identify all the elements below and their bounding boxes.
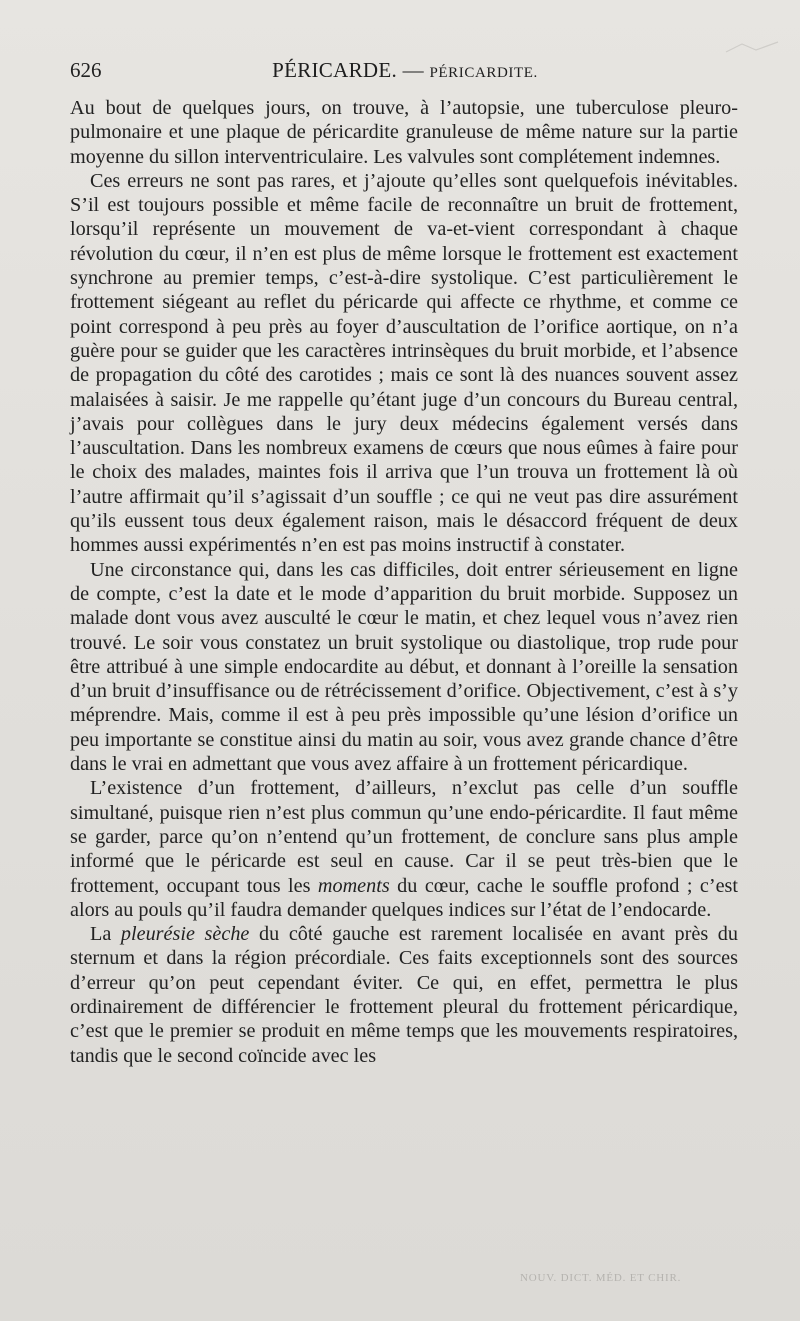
paragraph xyxy=(70,922,738,1068)
page-number: 626 xyxy=(70,58,102,82)
paragraph xyxy=(70,776,738,922)
paragraph xyxy=(70,96,738,169)
running-title-separator: — xyxy=(397,58,430,82)
running-title xyxy=(70,58,740,83)
text-segment: du côté gauche est rarement localisée en avant près du sternum et dans la région précordiale. Ces faits exceptionnels sont des sources d’erreur qu’on peut cependant éviter. Ce qui, en effet, permettra le plus ordinairement de différencier le frottement pleural du frottement péricardique, c’est que le premier se produit en même temps que les mouvements respiratoires, tandis que le second coïncide avec les xyxy=(70,923,738,1067)
running-header xyxy=(70,58,740,92)
footer-signature: NOUV. DICT. MÉD. ET CHIR. xyxy=(520,1272,682,1284)
text-segment: Une circonstance qui, dans les cas difficiles, doit entrer sérieusement en ligne de compte, c’est la date et le mode d’apparition du bruit morbide. Supposez un malade dont vous avez ausculté le cœur le matin, et chez lequel vous n’avez rien trouvé. Le soir vous constatez un bruit systolique ou diastolique, trop rude pour être attribué à une simple endocardite au début, et donnant à l’oreille la sensation d’un bruit d’insuffisance ou de rétrécissement d’orifice. Objectivement, c’est à s’y méprendre. Mais, comme il est à peu près impossible qu’une lésion d’orifice un peu importante se constitue ainsi du matin au soir, vous avez grande chance d’être dans le vrai en admettant que vous avez affaire à un frottement péricardique. xyxy=(70,558,738,776)
text-segment: du cœur, cache le souffle profond ; c’est alors au pouls qu’il faudra demander quelques indices sur l’état de l’endocarde. xyxy=(70,874,738,921)
paragraph xyxy=(70,169,738,558)
text-segment: Ces erreurs ne sont pas rares, et j’ajoute qu’elles sont quelquefois inévitables. S’il est toujours possible et même facile de reconnaître un bruit de frottement, lorsqu’il représente un mouvement de va-et-vient correspondant à chaque révolution du cœur, il n’en est plus de même lorsque le frottement est exactement synchrone au premier temps, c’est-à-dire systolique. C’est particulièrement le frottement siégeant au reflet du péricarde qui affecte ce rhythme, et comme ce point correspond à peu près au foyer d’auscultation de l’orifice aortique, on n’a guère pour se guider que les caractères intrinsèques du bruit morbide, et l’absence de propagation du côté des carotides ; mais ce sont là des nuances souvent assez malaisées à saisir. Je me rappelle qu’étant juge d’un concours du Bureau central, j’avais pour collègues dans le jury deux médecins également versés dans l’auscultation. Dans les nombreux examens de cœurs que nous eûmes à faire pour le choix des malades, maintes fois il arriva que l’un trouva un frottement là où l’autre affirmait qu’il s’agissait d’un souffle ; ce qui ne veut pas dire assurément qu’ils eussent tous deux également raison, mais le désaccord fréquent de deux hommes aussi expérimentés n’en est pas moins instructif à constater. xyxy=(70,169,738,557)
text-segment: L’existence d’un frottement, d’ailleurs, n’exclut pas celle d’un souffle simultané, puisque rien n’est plus commun qu’une endo-péricardite. Il faut même se garder, parce qu’on n’entend qu’un frottement, de conclure sans plus ample informé que le péricarde est seul en cause. Car il se peut très-bien que le frottement, occupant tous les xyxy=(70,777,738,897)
body-text xyxy=(70,96,738,1068)
paragraph xyxy=(70,558,738,777)
corner-mark xyxy=(722,38,782,56)
italic-term: moments xyxy=(317,874,390,897)
running-title-main: PÉRICARDE. xyxy=(272,58,398,82)
text-segment: Au bout de quelques jours, on trouve, à l’autopsie, une tuberculose pleuro-pulmonaire et une plaque de péricardite granuleuse de même nature sur la partie moyenne du sillon interventriculaire. Les valvules sont complétement indemnes. xyxy=(70,97,738,168)
text-segment: La xyxy=(90,923,121,946)
italic-term: pleurésie sèche xyxy=(120,923,250,946)
running-title-sub: PÉRICARDITE. xyxy=(429,65,538,81)
